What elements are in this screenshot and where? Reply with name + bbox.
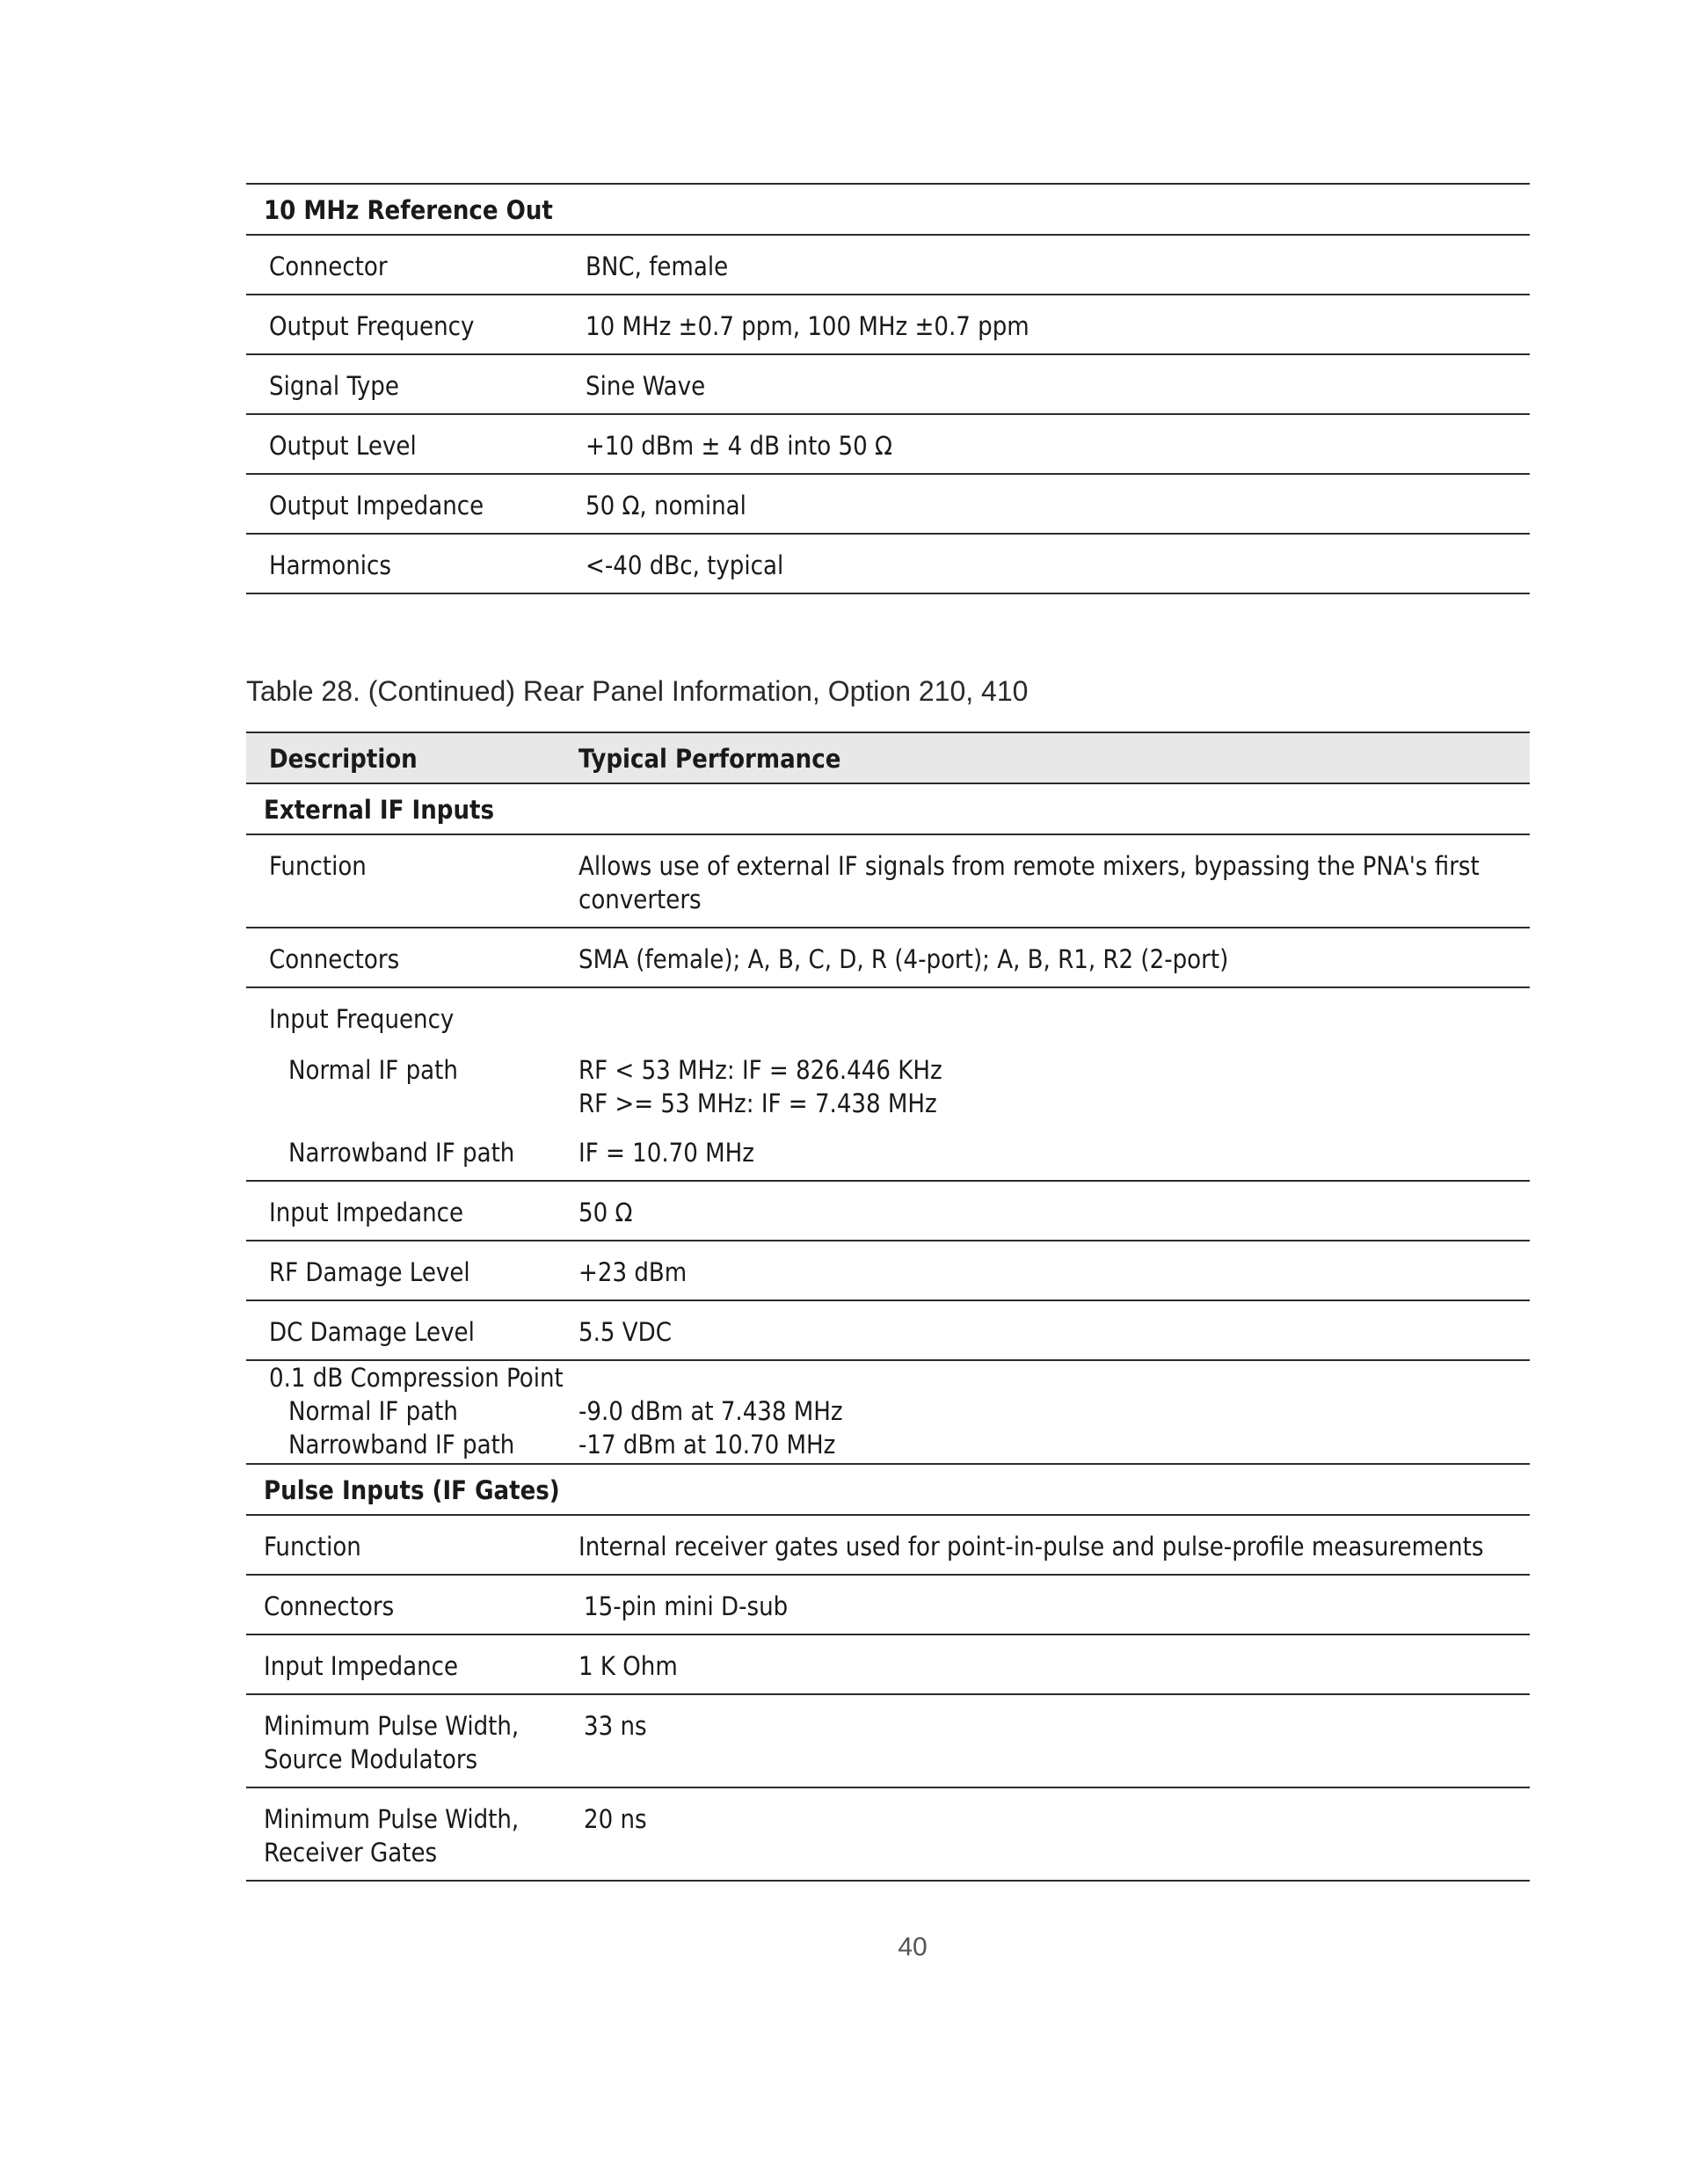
row-value: +10 dBm ± 4 dB into 50 Ω <box>586 431 892 461</box>
table-section-header <box>246 784 1530 835</box>
row-value: 33 ns <box>584 1711 647 1741</box>
row-subdescription: Normal IF path <box>288 1055 458 1085</box>
row-description: Input Impedance <box>264 1651 459 1681</box>
row-description: Function <box>264 1532 361 1562</box>
row-description: Output Impedance <box>269 491 484 521</box>
row-subdescription: Narrowband IF path <box>288 1430 515 1460</box>
row-value: <-40 dBc, typical <box>586 550 784 580</box>
table-row <box>246 1788 1530 1882</box>
row-description: Connectors <box>269 944 400 974</box>
row-description-continued: Receiver Gates <box>264 1838 438 1867</box>
row-subdescription: Normal IF path <box>288 1396 458 1426</box>
row-value: -17 dBm at 10.70 MHz <box>578 1430 836 1460</box>
table-row <box>246 835 1530 928</box>
row-description: Connectors <box>264 1591 395 1621</box>
row-value: SMA (female); A, B, C, D, R (4-port); A, B, R1, R2 (2-port) <box>578 944 1229 974</box>
column-header-typical-performance: Typical Performance <box>578 744 841 774</box>
table-row <box>246 1182 1530 1241</box>
table-row <box>246 988 1530 1182</box>
table-row <box>246 1516 1530 1576</box>
table-row <box>246 1695 1530 1788</box>
table-row <box>246 1301 1530 1361</box>
table-row <box>246 1361 1530 1465</box>
row-description: 0.1 dB Compression Point <box>269 1363 564 1393</box>
row-description: Minimum Pulse Width, <box>264 1804 520 1834</box>
table-row <box>246 1576 1530 1635</box>
row-value: IF = 10.70 MHz <box>578 1138 754 1168</box>
row-value: 10 MHz ±0.7 ppm, 100 MHz ±0.7 ppm <box>586 311 1030 341</box>
reference-out-table <box>246 183 1530 596</box>
row-description: Input Frequency <box>269 1004 455 1034</box>
row-value: 50 Ω, nominal <box>586 491 746 521</box>
page-number: 40 <box>898 1933 928 1962</box>
row-description: DC Damage Level <box>269 1317 475 1347</box>
table-row <box>246 236 1530 295</box>
table-section-header <box>246 1465 1530 1516</box>
table-row <box>246 1635 1530 1695</box>
section-title: Pulse Inputs (IF Gates) <box>264 1475 560 1505</box>
table-row <box>246 535 1530 594</box>
row-value: 1 K Ohm <box>578 1651 678 1681</box>
row-description: Input Impedance <box>269 1198 464 1227</box>
table-row <box>246 475 1530 535</box>
table-row <box>246 295 1530 355</box>
table-row <box>246 1241 1530 1301</box>
section-title: External IF Inputs <box>264 795 495 825</box>
row-value: +23 dBm <box>578 1257 688 1287</box>
column-header-description: Description <box>269 744 418 774</box>
row-value-continued: converters <box>578 885 702 914</box>
row-description: Minimum Pulse Width, <box>264 1711 520 1741</box>
row-value: 5.5 VDC <box>578 1317 672 1347</box>
row-value: Sine Wave <box>586 371 706 401</box>
row-value: 50 Ω <box>578 1198 633 1227</box>
table-row <box>246 355 1530 415</box>
row-subdescription: Narrowband IF path <box>288 1138 515 1168</box>
row-description: Output Frequency <box>269 311 475 341</box>
row-description: Connector <box>269 251 388 281</box>
row-description-continued: Source Modulators <box>264 1744 478 1774</box>
section-title: 10 MHz Reference Out <box>264 195 553 225</box>
table-row <box>246 928 1530 988</box>
row-value: Allows use of external IF signals from remote mixers, bypassing the PNA's first <box>578 851 1480 881</box>
row-value: BNC, female <box>586 251 729 281</box>
row-value: 15-pin mini D-sub <box>584 1591 789 1621</box>
table-caption: Table 28. (Continued) Rear Panel Information, Option 210, 410 <box>246 675 1029 707</box>
row-value: 20 ns <box>584 1804 647 1834</box>
row-value: Internal receiver gates used for point-in-pulse and pulse-profile measurements <box>578 1532 1484 1562</box>
row-value-continued: RF >= 53 MHz: IF = 7.438 MHz <box>578 1088 937 1118</box>
row-value: RF < 53 MHz: IF = 826.446 KHz <box>578 1055 942 1085</box>
row-description: Harmonics <box>269 550 391 580</box>
row-description: Function <box>269 851 367 881</box>
table-section-header <box>246 183 1530 236</box>
rear-panel-table <box>246 732 1530 1882</box>
row-value: -9.0 dBm at 7.438 MHz <box>578 1396 843 1426</box>
table-header-row <box>246 732 1530 784</box>
row-description: Output Level <box>269 431 417 461</box>
row-description: RF Damage Level <box>269 1257 470 1287</box>
row-description: Signal Type <box>269 371 399 401</box>
table-row <box>246 415 1530 475</box>
